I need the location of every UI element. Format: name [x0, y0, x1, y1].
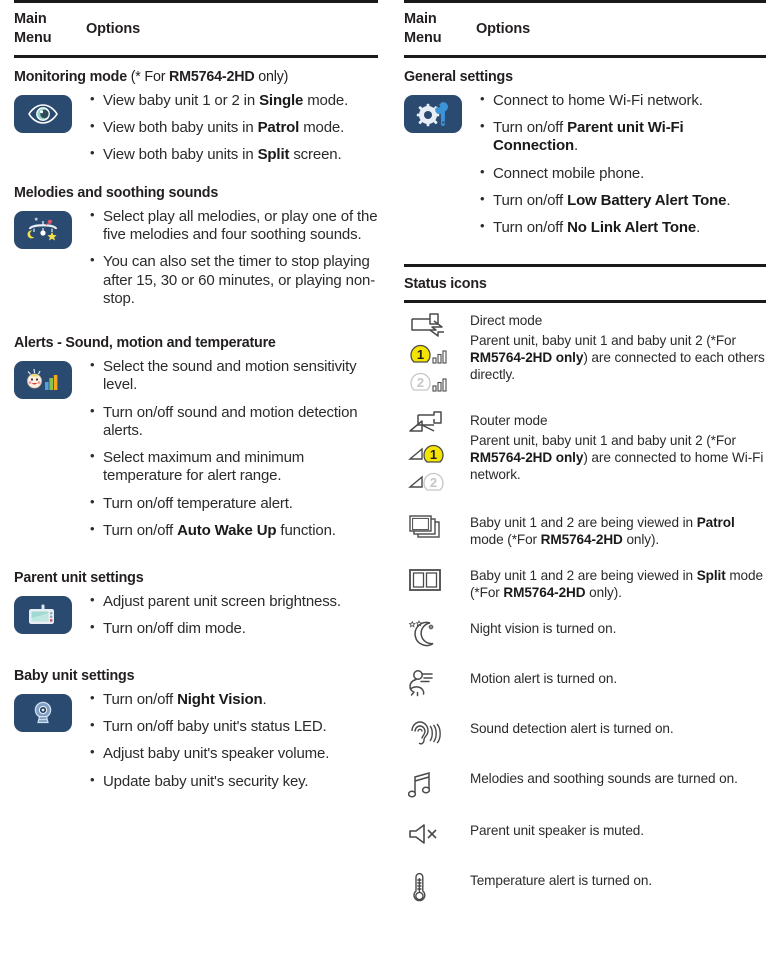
split-mode-icon: [404, 564, 470, 596]
gear-wrench-icon: [404, 95, 462, 133]
options-list-melodies: [88, 208, 378, 317]
section-title-general-settings: General settings: [404, 69, 513, 85]
list-item: • Turn on/off baby unit's status LED.: [88, 718, 378, 736]
status-icons-title: Status icons: [404, 275, 487, 292]
list-item: • Turn on/off Low Battery Alert Tone.: [478, 192, 766, 210]
parent-unit-icon: [14, 596, 72, 634]
section-monitoring-mode: [14, 89, 378, 174]
list-item: • Update baby unit's security key.: [88, 773, 378, 791]
table-row: [404, 511, 766, 548]
section-alerts: [14, 355, 378, 549]
list-item: • Adjust baby unit's speaker volume.: [88, 745, 378, 763]
list-item: • View baby unit 1 or 2 in Single mode.: [88, 92, 378, 110]
options-list-parent-unit: [88, 593, 378, 648]
motion-alert-icon: [404, 667, 470, 699]
options-header: Options: [86, 21, 141, 37]
status-description: Temperature alert is turned on.: [470, 873, 653, 889]
section-parent-unit: [14, 590, 378, 648]
main-menu-header-line1: Main: [14, 10, 47, 27]
section-title-parent-unit: Parent unit settings: [14, 570, 144, 587]
section-title-baby-unit: Baby unit settings: [14, 667, 135, 684]
table-row: [404, 767, 766, 801]
table-row: [404, 409, 766, 497]
main-menu-header: [14, 10, 86, 49]
section-title-monitoring-mode: Monitoring mode (* For RM5764-2HD only): [14, 69, 289, 85]
patrol-mode-icon: [404, 511, 470, 547]
table-row: [404, 667, 766, 699]
status-description: Sound detection alert is turned on.: [470, 721, 674, 737]
list-item: • Adjust parent unit screen brightness.: [88, 593, 378, 611]
list-item: • Select play all melodies, or play one of the five melodies and four soothing sounds.: [88, 208, 378, 245]
list-item: • Turn on/off sound and motion detection alerts.: [88, 404, 378, 441]
table-row: [404, 309, 766, 397]
right-column: [390, 0, 776, 957]
table-row: [404, 564, 766, 601]
list-item: • Turn on/off Parent unit Wi-Fi Connection.: [478, 119, 766, 156]
section-title-alerts: Alerts - Sound, motion and temperature: [14, 335, 276, 352]
eye-icon: [14, 95, 72, 133]
status-description: Baby unit 1 and 2 are being viewed in Split mode (*For RM5764-2HD only).: [470, 567, 763, 601]
status-description: Motion alert is turned on.: [470, 671, 618, 687]
list-item: • Connect to home Wi-Fi network.: [478, 92, 766, 110]
svg-text:2: 2: [416, 374, 425, 390]
mobile-crib-icon: [14, 211, 72, 249]
icon-cell: [14, 355, 88, 399]
icon-cell: [14, 688, 88, 732]
list-item: • Turn on/off No Link Alert Tone.: [478, 219, 766, 237]
list-item: • You can also set the timer to stop playing after 15, 30 or 60 minutes, or playing non-stop.: [88, 253, 378, 308]
speaker-muted-icon: [404, 819, 470, 849]
list-item: • Connect mobile phone.: [478, 165, 766, 183]
options-list-general-settings: [478, 92, 766, 247]
table-header-right: [404, 0, 766, 58]
list-item: • View both baby units in Split screen.: [88, 146, 378, 164]
status-description: Baby unit 1 and 2 are being viewed in Patrol mode (*For RM5764-2HD only).: [470, 514, 735, 547]
list-item: • Turn on/off temperature alert.: [88, 495, 378, 513]
table-row: [404, 617, 766, 649]
status-subtext: Parent unit, baby unit 1 and baby unit 2 (*For RM5764-2HD only) are connected to home Wi-Fi network.: [470, 432, 764, 483]
camera-icon: [14, 694, 72, 732]
table-header-left: [14, 0, 378, 58]
status-description: Melodies and soothing sounds are turned on.: [470, 771, 738, 787]
svg-text:1: 1: [429, 446, 438, 462]
options-list-alerts: [88, 358, 378, 549]
options-list-monitoring-mode: [88, 92, 378, 174]
router-mode-icon: [404, 409, 470, 497]
list-item: • Turn on/off Auto Wake Up function.: [88, 522, 378, 540]
status-label: Direct mode: [470, 312, 543, 328]
table-row: [404, 869, 766, 905]
table-row: [404, 717, 766, 749]
main-menu-header-line2: Menu: [14, 30, 52, 46]
melody-note-icon: [404, 767, 470, 801]
thermometer-icon: [404, 869, 470, 905]
section-baby-unit: [14, 688, 378, 800]
sound-detection-icon: [404, 717, 470, 749]
list-item: • Select maximum and minimum temperature for alert range.: [88, 449, 378, 486]
icon-cell: [404, 89, 478, 133]
direct-mode-icon: [404, 309, 470, 397]
list-item: • Select the sound and motion sensitivity level.: [88, 358, 378, 395]
table-row: [404, 819, 766, 849]
night-vision-icon: [404, 617, 470, 649]
status-icons-list: [404, 303, 766, 906]
status-description: Night vision is turned on.: [470, 621, 617, 637]
icon-cell: [14, 590, 88, 634]
main-menu-header-line2: Menu: [404, 30, 442, 46]
list-item: • Turn on/off dim mode.: [88, 620, 378, 638]
list-item: • View both baby units in Patrol mode.: [88, 119, 378, 137]
section-title-melodies: Melodies and soothing sounds: [14, 184, 219, 201]
list-item: • Turn on/off Night Vision.: [88, 691, 378, 709]
svg-text:2: 2: [429, 474, 438, 490]
status-description: Parent unit speaker is muted.: [470, 823, 644, 839]
status-icons-header: [404, 264, 766, 303]
icon-cell: [14, 89, 88, 133]
baby-alert-icon: [14, 361, 72, 399]
svg-text:1: 1: [416, 346, 425, 362]
main-menu-header: [404, 10, 476, 49]
status-label: Router mode: [470, 412, 548, 428]
options-list-baby-unit: [88, 691, 378, 800]
status-subtext: Parent unit, baby unit 1 and baby unit 2 (*For RM5764-2HD only) are connected to each others directly.: [470, 332, 765, 383]
icon-cell: [14, 205, 88, 249]
status-description: [470, 309, 766, 384]
section-melodies: [14, 205, 378, 317]
options-header: Options: [476, 21, 531, 37]
section-general-settings: [404, 89, 766, 247]
main-menu-header-line1: Main: [404, 10, 437, 27]
status-description: [470, 409, 766, 484]
